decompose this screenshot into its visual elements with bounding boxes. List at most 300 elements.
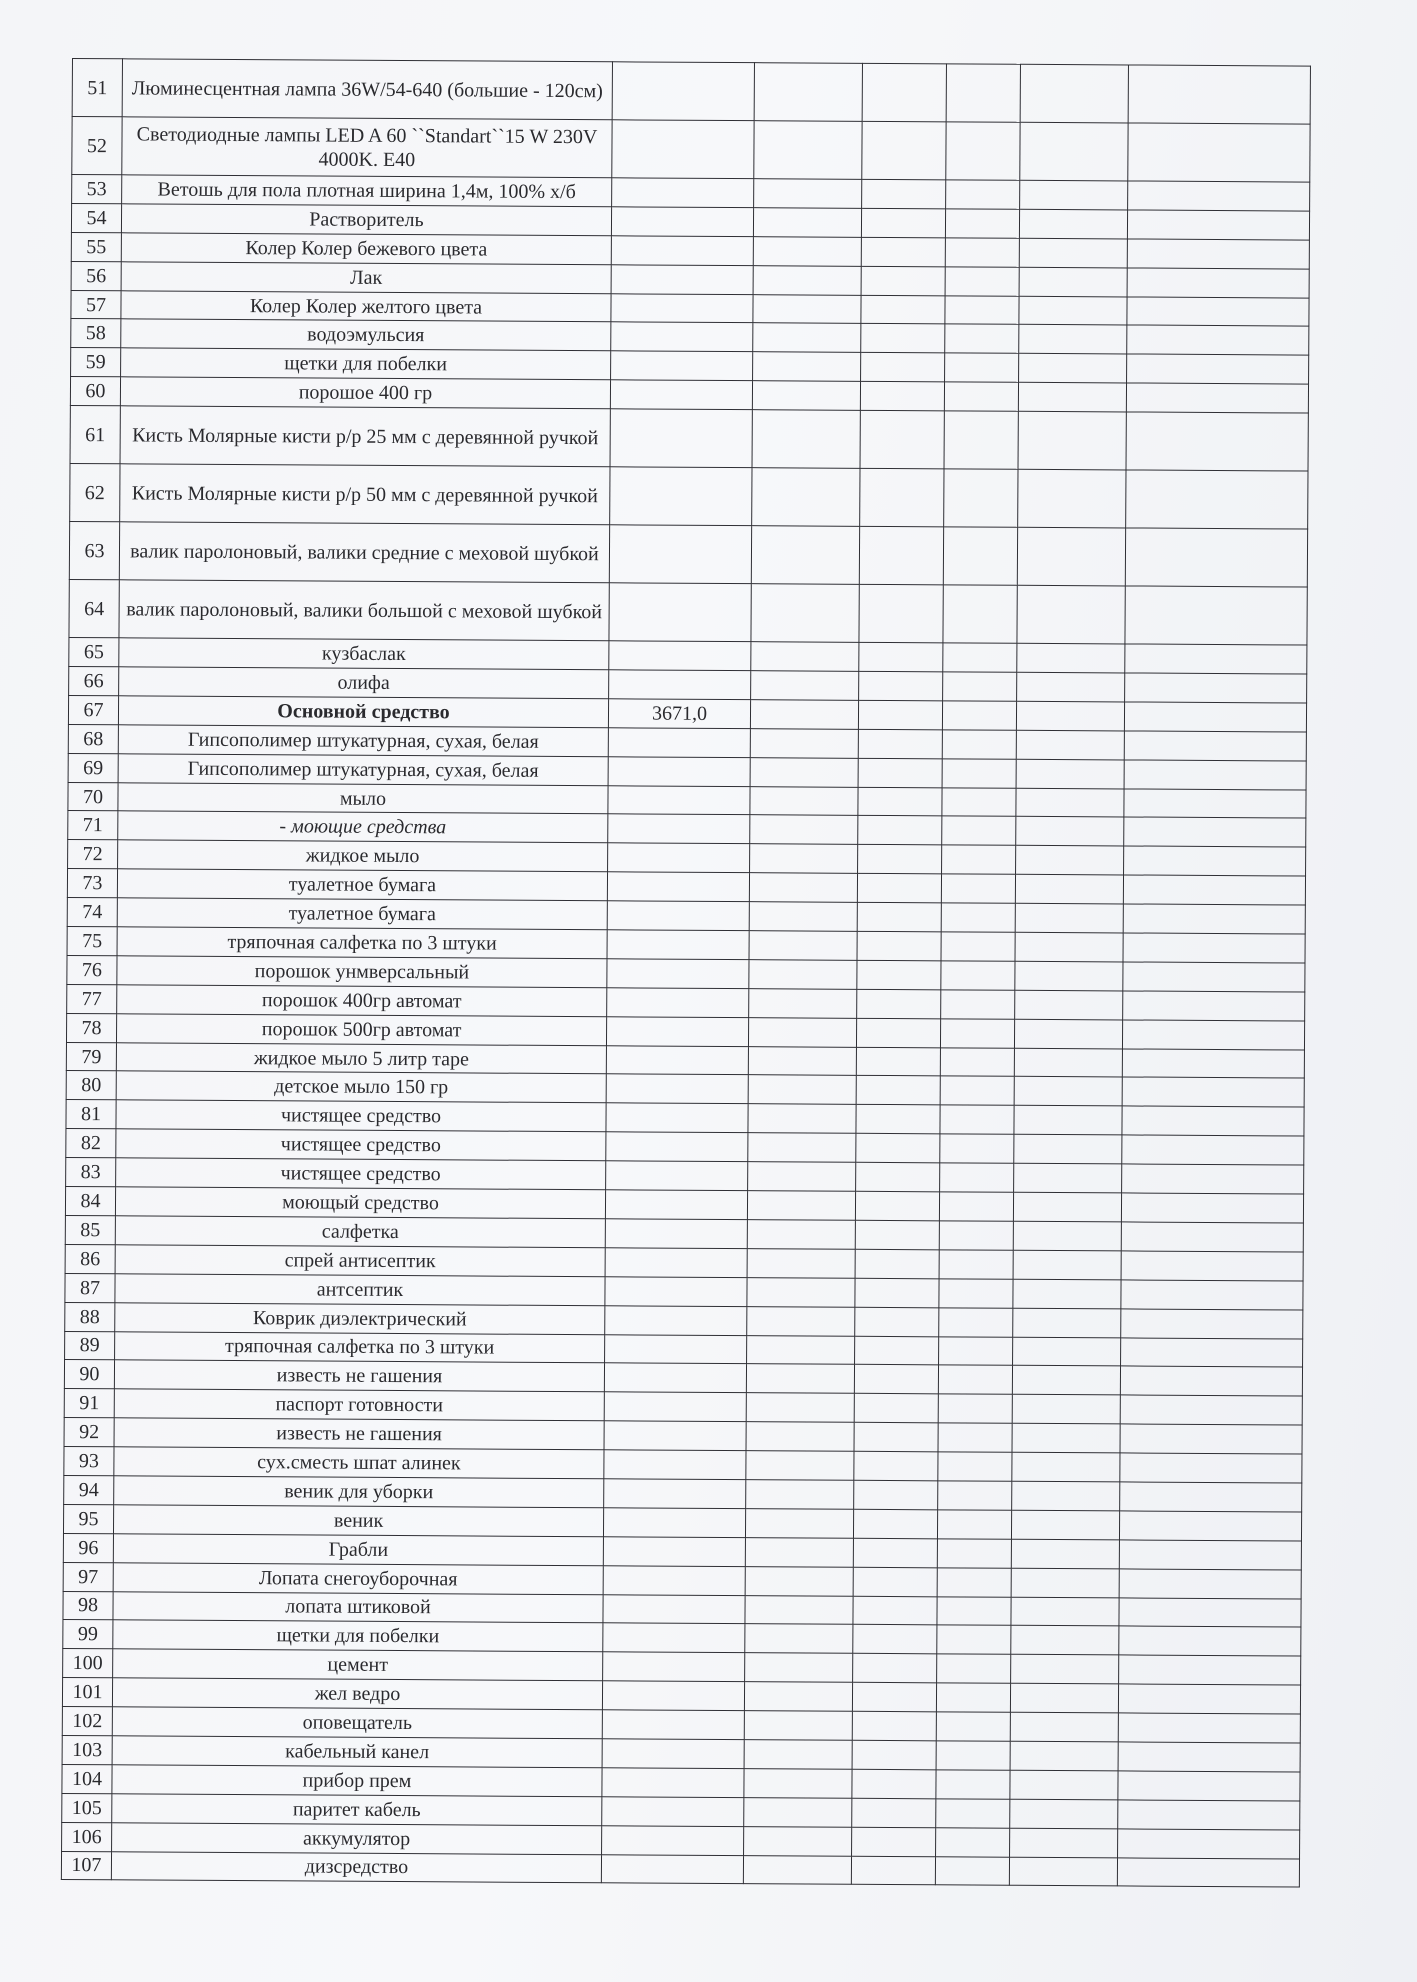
item-quantity: [606, 1132, 748, 1162]
row-number: 62: [70, 464, 120, 522]
item-quantity: [612, 178, 754, 208]
item-quantity: [602, 1797, 744, 1827]
item-quantity: [606, 1103, 748, 1133]
empty-cell: [1011, 1510, 1119, 1540]
empty-cell: [750, 728, 858, 758]
empty-cell: [856, 1047, 940, 1076]
empty-cell: [855, 1307, 939, 1336]
item-quantity: [606, 1016, 748, 1046]
empty-cell: [1118, 1771, 1300, 1801]
item-name: Ветошь для пола плотная ширина 1,4м, 100% х/б: [122, 175, 612, 207]
empty-cell: [1125, 586, 1307, 645]
empty-cell: [937, 1510, 1011, 1539]
empty-cell: [852, 1798, 936, 1827]
item-quantity: 3671,0: [608, 699, 750, 729]
empty-cell: [861, 353, 945, 382]
empty-cell: [1010, 1799, 1118, 1829]
item-name: щетки для побелки: [113, 1620, 603, 1652]
empty-cell: [748, 1075, 856, 1105]
item-name: туалетное бумага: [117, 898, 607, 930]
empty-cell: [1127, 210, 1309, 240]
item-quantity: [612, 62, 754, 121]
empty-cell: [862, 121, 946, 180]
empty-cell: [1120, 1482, 1302, 1512]
empty-cell: [1127, 268, 1309, 298]
empty-cell: [1126, 383, 1308, 413]
empty-cell: [937, 1596, 1011, 1625]
empty-cell: [939, 1279, 1013, 1308]
row-number: 87: [65, 1273, 115, 1302]
empty-cell: [1125, 528, 1307, 587]
empty-cell: [1118, 1684, 1300, 1714]
empty-cell: [1126, 470, 1308, 529]
empty-cell: [855, 1278, 939, 1307]
empty-cell: [943, 527, 1017, 585]
empty-cell: [1119, 1655, 1301, 1685]
empty-cell: [1119, 1540, 1301, 1570]
empty-cell: [1014, 1077, 1122, 1107]
empty-cell: [1017, 527, 1125, 586]
empty-cell: [1010, 1712, 1118, 1742]
empty-cell: [747, 1335, 855, 1365]
item-name: чистящее средство: [116, 1129, 606, 1161]
row-number: 54: [71, 203, 121, 232]
row-number: 94: [64, 1475, 114, 1504]
empty-cell: [941, 903, 1015, 932]
item-name: порошок 500гр автомат: [116, 1013, 606, 1045]
empty-cell: [754, 121, 862, 180]
empty-cell: [939, 1250, 1013, 1279]
table-row: [72, 117, 1310, 183]
empty-cell: [1012, 1481, 1120, 1511]
empty-cell: [753, 265, 861, 295]
empty-cell: [942, 787, 1016, 816]
item-quantity: [608, 756, 750, 786]
empty-cell: [851, 1856, 935, 1885]
empty-cell: [1016, 759, 1124, 789]
item-name: прибор прем: [112, 1765, 602, 1797]
item-name: Кисть Молярные кисти р/р 25 мм с деревянной ручкой: [120, 406, 610, 467]
empty-cell: [945, 238, 1019, 267]
empty-cell: [1120, 1453, 1302, 1483]
empty-cell: [856, 1105, 940, 1134]
empty-cell: [942, 816, 1016, 845]
item-quantity: [604, 1450, 746, 1480]
empty-cell: [936, 1827, 1010, 1856]
empty-cell: [1019, 296, 1127, 326]
empty-cell: [744, 1826, 852, 1856]
empty-cell: [939, 1307, 1013, 1336]
item-quantity: [609, 641, 751, 671]
empty-cell: [938, 1394, 1012, 1423]
empty-cell: [1128, 123, 1310, 182]
empty-cell: [941, 874, 1015, 903]
item-name: оповещатель: [112, 1707, 602, 1739]
empty-cell: [1117, 1857, 1299, 1887]
empty-cell: [859, 671, 943, 700]
empty-cell: [752, 410, 860, 469]
empty-cell: [1119, 1626, 1301, 1656]
empty-cell: [938, 1452, 1012, 1481]
empty-cell: [1014, 1163, 1122, 1193]
empty-cell: [1019, 209, 1127, 239]
empty-cell: [749, 902, 857, 932]
empty-cell: [747, 1277, 855, 1307]
empty-cell: [1124, 731, 1306, 761]
item-name: салфетка: [115, 1216, 605, 1248]
empty-cell: [749, 931, 857, 961]
item-quantity: [603, 1652, 745, 1682]
empty-cell: [745, 1624, 853, 1654]
item-quantity: [605, 1276, 747, 1306]
item-quantity: [601, 1854, 743, 1884]
empty-cell: [862, 179, 946, 208]
empty-cell: [853, 1596, 937, 1625]
row-number: 59: [71, 348, 121, 377]
empty-cell: [753, 236, 861, 266]
empty-cell: [858, 816, 942, 845]
empty-cell: [946, 64, 1020, 122]
empty-cell: [940, 1076, 1014, 1105]
row-number: 71: [68, 811, 118, 840]
empty-cell: [1010, 1741, 1118, 1771]
empty-cell: [1012, 1395, 1120, 1425]
item-quantity: [606, 1045, 748, 1075]
item-name: жел ведро: [112, 1678, 602, 1710]
row-number: 107: [61, 1851, 111, 1880]
item-name: жидкое мыло: [118, 840, 608, 872]
empty-cell: [750, 700, 858, 730]
item-name: Светодиодные лампы LED A 60 ``Standart``15 W 230V 4000K. E40: [122, 117, 612, 178]
table-row: [70, 464, 1308, 530]
empty-cell: [1015, 903, 1123, 933]
empty-cell: [861, 266, 945, 295]
item-quantity: [610, 467, 752, 526]
empty-cell: [1018, 469, 1126, 528]
empty-cell: [1120, 1366, 1302, 1396]
empty-cell: [855, 1191, 939, 1220]
empty-cell: [1122, 1106, 1304, 1136]
item-quantity: [604, 1363, 746, 1393]
item-name: кабельный канел: [112, 1736, 602, 1768]
empty-cell: [942, 730, 1016, 759]
item-quantity: [611, 322, 753, 352]
empty-cell: [943, 585, 1017, 643]
empty-cell: [856, 1018, 940, 1047]
empty-cell: [1011, 1568, 1119, 1598]
item-name: валик паролоновый, валики средние с меховой шубкой: [119, 522, 609, 583]
empty-cell: [745, 1595, 853, 1625]
item-name: сух.сместь шпат алинек: [114, 1447, 604, 1479]
empty-cell: [857, 989, 941, 1018]
empty-cell: [1121, 1222, 1303, 1252]
empty-cell: [751, 671, 859, 701]
item-quantity: [606, 1074, 748, 1104]
empty-cell: [936, 1683, 1010, 1712]
row-number: 82: [66, 1129, 116, 1158]
empty-cell: [749, 873, 857, 903]
item-quantity: [603, 1565, 745, 1595]
empty-cell: [854, 1394, 938, 1423]
row-number: 97: [63, 1562, 113, 1591]
row-number: 86: [65, 1244, 115, 1273]
empty-cell: [937, 1654, 1011, 1683]
empty-cell: [1123, 875, 1305, 905]
row-number: 55: [71, 232, 121, 261]
item-name: валик паролоновый, валики большой с меховой шубкой: [119, 580, 609, 641]
empty-cell: [1020, 122, 1128, 181]
empty-cell: [1011, 1626, 1119, 1656]
empty-cell: [1014, 1106, 1122, 1136]
empty-cell: [749, 960, 857, 990]
item-quantity: [607, 872, 749, 902]
empty-cell: [861, 237, 945, 266]
empty-cell: [1011, 1655, 1119, 1685]
empty-cell: [745, 1537, 853, 1567]
empty-cell: [1019, 267, 1127, 297]
item-name: жидкое мыло 5 литр таре: [116, 1042, 606, 1074]
empty-cell: [857, 902, 941, 931]
item-name: Коврик диэлектрический: [115, 1302, 605, 1334]
empty-cell: [746, 1480, 854, 1510]
item-quantity: [603, 1594, 745, 1624]
item-quantity: [604, 1392, 746, 1422]
empty-cell: [852, 1769, 936, 1798]
empty-cell: [1013, 1308, 1121, 1338]
empty-cell: [1126, 412, 1308, 471]
empty-cell: [858, 758, 942, 787]
row-number: 90: [64, 1360, 114, 1389]
empty-cell: [1121, 1193, 1303, 1223]
empty-cell: [1020, 180, 1128, 210]
empty-cell: [747, 1191, 855, 1221]
empty-cell: [858, 729, 942, 758]
item-name: водоэмульсия: [121, 319, 611, 351]
item-quantity: [611, 293, 753, 323]
empty-cell: [746, 1451, 854, 1481]
empty-cell: [1010, 1828, 1118, 1858]
empty-cell: [855, 1220, 939, 1249]
empty-cell: [746, 1422, 854, 1452]
empty-cell: [1018, 383, 1126, 413]
empty-cell: [858, 787, 942, 816]
empty-cell: [859, 584, 943, 643]
table-row: [69, 580, 1307, 646]
empty-cell: [1018, 411, 1126, 470]
empty-cell: [743, 1855, 851, 1885]
empty-cell: [1017, 643, 1125, 673]
item-name: тряпочная салфетка по 3 штуки: [117, 927, 607, 959]
empty-cell: [1013, 1279, 1121, 1309]
item-quantity: [607, 930, 749, 960]
empty-cell: [751, 642, 859, 672]
empty-cell: [936, 1770, 1010, 1799]
row-number: 58: [71, 319, 121, 348]
empty-cell: [858, 700, 942, 729]
empty-cell: [936, 1799, 1010, 1828]
empty-cell: [856, 1162, 940, 1191]
item-quantity: [607, 901, 749, 931]
empty-cell: [1118, 1829, 1300, 1859]
empty-cell: [859, 526, 943, 585]
item-name: чистящее средство: [116, 1100, 606, 1132]
row-number: 75: [67, 927, 117, 956]
empty-cell: [1123, 991, 1305, 1021]
empty-cell: [1122, 1020, 1304, 1050]
empty-cell: [750, 786, 858, 816]
empty-cell: [935, 1856, 1009, 1885]
empty-cell: [1010, 1770, 1118, 1800]
row-number: 81: [66, 1100, 116, 1129]
empty-cell: [1118, 1800, 1300, 1830]
empty-cell: [943, 643, 1017, 672]
row-number: 61: [70, 406, 120, 464]
empty-cell: [1010, 1683, 1118, 1713]
item-quantity: [609, 525, 751, 584]
empty-cell: [1016, 788, 1124, 818]
empty-cell: [1128, 181, 1310, 211]
item-name: спрей антисептик: [115, 1245, 605, 1277]
empty-cell: [853, 1654, 937, 1683]
empty-cell: [1016, 817, 1124, 847]
row-number: 103: [62, 1735, 112, 1764]
empty-cell: [1120, 1424, 1302, 1454]
item-name: лопата штиковой: [113, 1591, 603, 1623]
row-number: 84: [65, 1187, 115, 1216]
row-number: 67: [68, 695, 118, 724]
empty-cell: [748, 1104, 856, 1134]
row-number: 63: [69, 522, 119, 580]
empty-cell: [1013, 1337, 1121, 1367]
item-name: цемент: [113, 1649, 603, 1681]
empty-cell: [1125, 644, 1307, 674]
table-body: [61, 59, 1310, 1888]
empty-cell: [862, 63, 946, 122]
empty-cell: [1127, 239, 1309, 269]
empty-cell: [936, 1741, 1010, 1770]
empty-cell: [752, 468, 860, 527]
item-name: паритет кабель: [112, 1794, 602, 1826]
item-name: детское мыло 150 гр: [116, 1071, 606, 1103]
item-name: порошок 400гр автомат: [117, 985, 607, 1017]
row-number: 100: [63, 1649, 113, 1678]
item-quantity: [608, 728, 750, 758]
empty-cell: [860, 468, 944, 527]
empty-cell: [1009, 1857, 1117, 1887]
item-name: веник: [113, 1505, 603, 1537]
empty-cell: [1121, 1309, 1303, 1339]
empty-cell: [852, 1682, 936, 1711]
row-number: 70: [68, 782, 118, 811]
item-name: антсептик: [115, 1274, 605, 1306]
empty-cell: [1121, 1337, 1303, 1367]
row-number: 105: [62, 1793, 112, 1822]
empty-cell: [744, 1797, 852, 1827]
empty-cell: [1015, 932, 1123, 962]
item-quantity: [608, 814, 750, 844]
row-number: 53: [72, 175, 122, 204]
empty-cell: [1019, 325, 1127, 355]
item-name: кузбаслак: [119, 638, 609, 670]
empty-cell: [744, 1740, 852, 1770]
empty-cell: [1124, 846, 1306, 876]
item-name: Люминесцентная лампа 36W/54-640 (большие - 120см): [122, 59, 612, 120]
item-name: моющый средство: [115, 1187, 605, 1219]
empty-cell: [1017, 585, 1125, 644]
item-name: олифа: [119, 667, 609, 699]
item-quantity: [602, 1825, 744, 1855]
item-quantity: [603, 1537, 745, 1567]
empty-cell: [1013, 1250, 1121, 1280]
item-name: порошое 400 гр: [120, 377, 610, 409]
item-quantity: [612, 120, 754, 179]
empty-cell: [940, 1134, 1014, 1163]
empty-cell: [855, 1336, 939, 1365]
item-quantity: [602, 1768, 744, 1798]
item-name: порошок унмверсальный: [117, 956, 607, 988]
empty-cell: [937, 1539, 1011, 1568]
row-number: 56: [71, 261, 121, 290]
empty-cell: [861, 324, 945, 353]
item-name: Кисть Молярные кисти р/р 50 мм с деревянной ручкой: [120, 464, 610, 525]
row-number: 83: [66, 1158, 116, 1187]
empty-cell: [942, 701, 1016, 730]
empty-cell: [1019, 354, 1127, 384]
empty-cell: [746, 1393, 854, 1423]
empty-cell: [1011, 1539, 1119, 1569]
empty-cell: [1016, 730, 1124, 760]
empty-cell: [1015, 961, 1123, 991]
row-number: 102: [62, 1707, 112, 1736]
item-quantity: [602, 1739, 744, 1769]
empty-cell: [1128, 65, 1310, 124]
empty-cell: [753, 208, 861, 238]
empty-cell: [943, 672, 1017, 701]
item-quantity: [602, 1681, 744, 1711]
empty-cell: [939, 1336, 1013, 1365]
empty-cell: [855, 1249, 939, 1278]
item-quantity: [609, 583, 751, 642]
empty-cell: [1012, 1423, 1120, 1453]
empty-cell: [1016, 701, 1124, 731]
empty-cell: [937, 1625, 1011, 1654]
item-quantity: [604, 1479, 746, 1509]
empty-cell: [747, 1306, 855, 1336]
empty-cell: [944, 382, 1018, 411]
empty-cell: [945, 295, 1019, 324]
empty-cell: [748, 1162, 856, 1192]
item-name: Основной средство: [118, 696, 608, 728]
empty-cell: [1123, 962, 1305, 992]
empty-cell: [1127, 325, 1309, 355]
empty-cell: [1015, 990, 1123, 1020]
empty-cell: [1121, 1280, 1303, 1310]
inventory-table: [61, 58, 1311, 1888]
empty-cell: [853, 1625, 937, 1654]
empty-cell: [944, 411, 1018, 469]
empty-cell: [1124, 789, 1306, 819]
empty-cell: [1123, 933, 1305, 963]
empty-cell: [938, 1365, 1012, 1394]
empty-cell: [744, 1682, 852, 1712]
item-quantity: [605, 1334, 747, 1364]
empty-cell: [938, 1423, 1012, 1452]
item-name: Колер Колер желтого цвета: [121, 290, 611, 322]
empty-cell: [860, 410, 944, 469]
empty-cell: [1014, 1135, 1122, 1165]
item-name: Колер Колер бежевого цвета: [121, 233, 611, 265]
empty-cell: [745, 1653, 853, 1683]
